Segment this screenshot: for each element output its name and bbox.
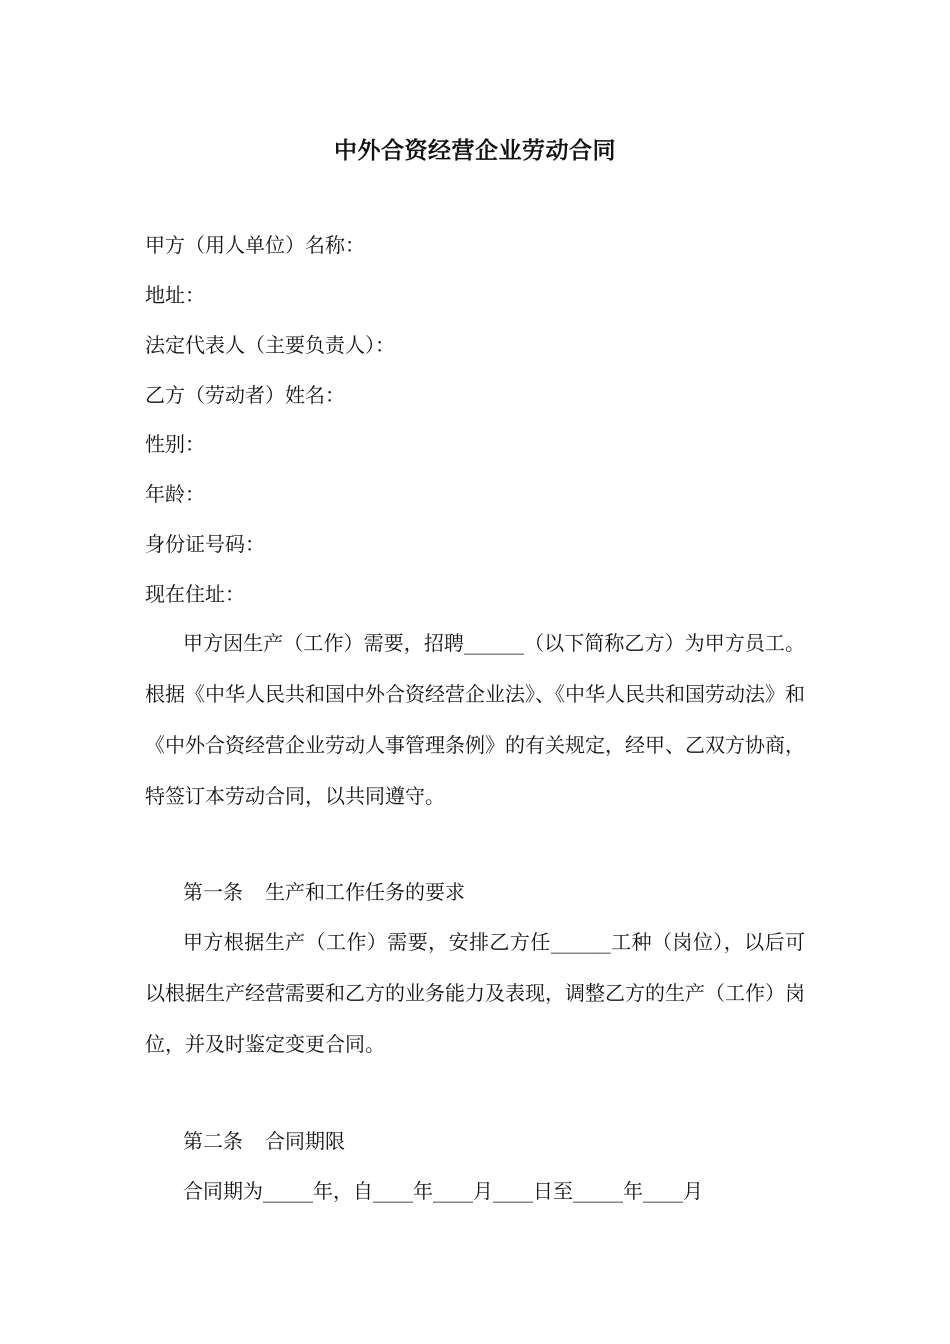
- article-1-body: 甲方根据生产（工作）需要，安排乙方任______工种（岗位），以后可以根据生产经营需要和乙方的业务能力及表现，调整乙方的生产（工作）岗位，并及时鉴定变更合同。: [145, 930, 805, 1056]
- age-field: 年龄：: [145, 482, 205, 506]
- employer-name-field: 甲方（用人单位）名称：: [145, 233, 365, 257]
- gender-field: 性别：: [145, 432, 205, 456]
- document-title: 中外合资经营企业劳动合同: [334, 137, 616, 164]
- article-2-number: 第二条: [183, 1129, 243, 1153]
- article-1-number: 第一条: [183, 880, 243, 904]
- article-2-body: 合同期为_____年，自____年____月____日至_____年____月: [183, 1179, 703, 1203]
- article-1-title: 生产和工作任务的要求: [265, 880, 465, 904]
- article-2-title: 合同期限: [265, 1129, 345, 1153]
- address-field: 地址：: [145, 283, 205, 307]
- id-number-field: 身份证号码：: [145, 532, 265, 556]
- article-2-heading: [183, 1126, 345, 1156]
- article-1-heading: [183, 877, 465, 907]
- legal-rep-field: 法定代表人（主要负责人）：: [145, 333, 395, 357]
- employee-name-field: 乙方（劳动者）姓名：: [145, 383, 345, 407]
- intro-paragraph: 甲方因生产（工作）需要，招聘______（以下简称乙方）为甲方员工。根据《中华人民共和国中外合资经营企业法》、《中华人民共和国劳动法》和《中外合资经营企业劳动人事管理条例》的有关规定，经甲、乙双方协商，特签订本劳动合同，以共同遵守。: [145, 631, 805, 808]
- current-address-field: 现在住址：: [145, 582, 245, 606]
